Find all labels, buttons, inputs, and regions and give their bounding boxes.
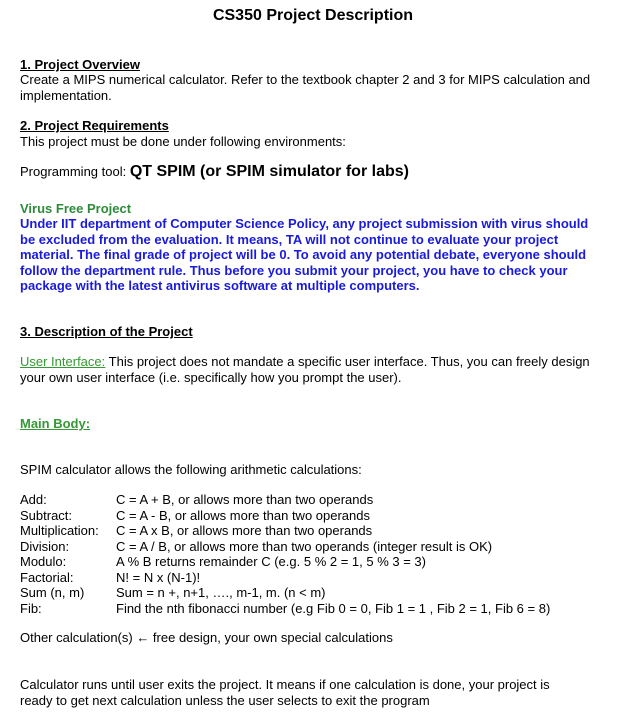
virus-policy-text: Under IIT department of Computer Science Policy, any project submission with virus should be excluded from the evaluation. It means, TA will not continue to evaluate your project material. The final grade of project will be 0. To avoid any potential debate, everyone should follow the department rule. Thus before you submit your project, you have to check your package with the latest antivirus software at multiple computers. [20, 216, 589, 293]
calculations-intro: SPIM calculator allows the following arithmetic calculations: [20, 462, 362, 477]
requirements-text: This project must be done under following environments: [20, 134, 346, 149]
operation-label: Factorial: [20, 569, 74, 585]
operation-label: Add: [20, 492, 47, 507]
operation-label: Subtract: [20, 507, 73, 523]
page-title: CS350 Project Description [212, 7, 414, 24]
closing-paragraph: Calculator runs until user exits the project. It means if one calculation is done, your project is ready to get next calculation unless the user selects to exit the program [20, 677, 550, 708]
operation-definition: Find the nth fibonacci number (e.g Fib 0 = 0, Fib 1 = 1 , Fib 2 = 1, Fib 6 = 8) [116, 600, 551, 616]
other-calculations: Other calculation(s) ← free design, your own special calculations [20, 630, 393, 645]
overview-text: Create a MIPS numerical calculator. Refer to the textbook chapter 2 and 3 for MIPS calculation and implementation. [20, 72, 591, 103]
operation-label: Multiplication: [20, 523, 99, 538]
operation-definition: C = A + B, or allows more than two operands [116, 492, 374, 507]
operation-definition: N! = N x (N-1)! [116, 569, 201, 585]
operations-list [20, 492, 616, 622]
description-heading: 3. Description of the Project [20, 324, 193, 339]
operation-definition: Sum = n +, n+1, …., m-1, m. (n < m) [116, 585, 326, 600]
tool-label: Programming tool: [20, 164, 130, 179]
operation-definition: C = A x B, or allows more than two operands [116, 523, 373, 538]
virus-heading: Virus Free Project [20, 201, 132, 216]
requirements-heading: 2. Project Requirements [20, 118, 169, 133]
operation-label: Modulo: [20, 554, 67, 569]
programming-tool-line [20, 163, 409, 181]
operation-definition: C = A - B, or allows more than two operands [116, 507, 370, 523]
tool-value: QT SPIM (or SPIM simulator for labs) [129, 163, 409, 180]
operation-label: Division: [20, 538, 70, 554]
overview-heading: 1. Project Overview [20, 57, 140, 72]
main-body-heading: Main Body: [20, 416, 91, 431]
operation-label: Sum (n, m) [20, 585, 85, 600]
operation-definition: A % B returns remainder C (e.g. 5 % 2 = 1, 5 % 3 = 3) [116, 554, 426, 569]
operation-definition: C = A / B, or allows more than two operands (integer result is OK) [116, 538, 493, 554]
user-interface-paragraph [20, 354, 595, 386]
user-interface-label: User Interface: [20, 354, 106, 369]
operation-label: Fib: [20, 600, 42, 616]
user-interface-text: This project does not mandate a specific user interface. Thus, you can freely design your own user interface (i.e. specifically how you prompt the user). [20, 354, 590, 385]
